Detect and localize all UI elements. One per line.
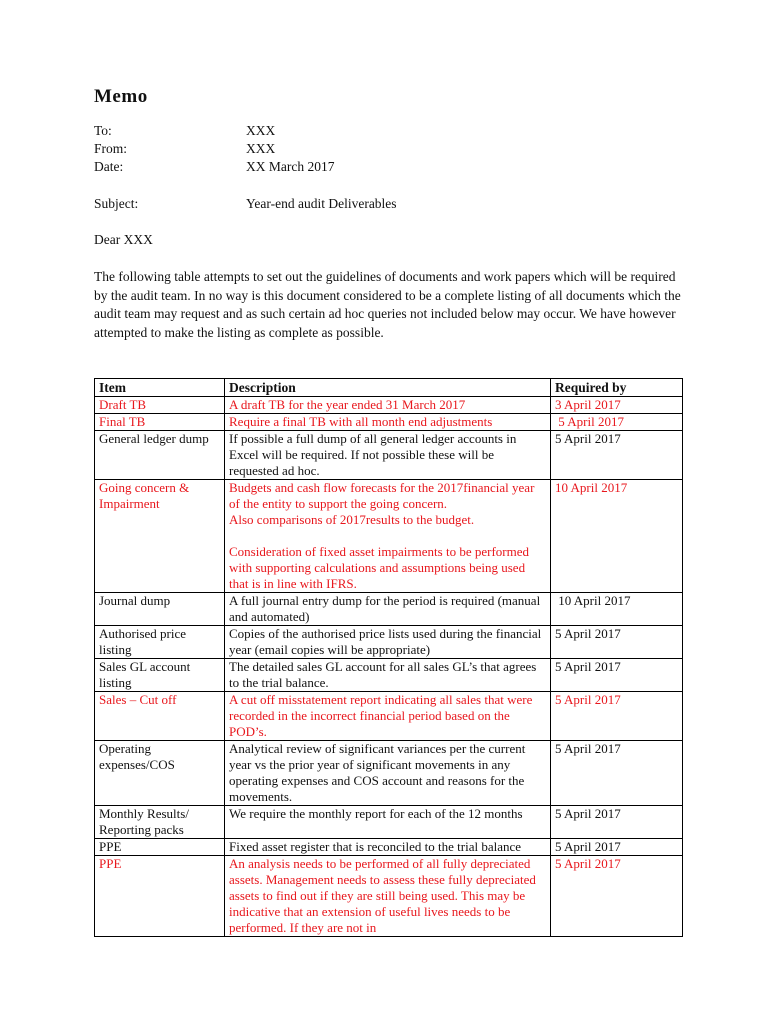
description-cell: If possible a full dump of all general ledger accounts in Excel will be required. If not possible these will be requested ad hoc. bbox=[225, 431, 551, 480]
table-row bbox=[95, 741, 683, 806]
table-row bbox=[95, 839, 683, 856]
description-text: Consideration of fixed asset impairments to be performed with supporting calculations and assumptions being used that is in line with IFRS. bbox=[229, 544, 530, 591]
required-by-cell: 3 April 2017 bbox=[551, 397, 683, 414]
required-by-cell: 5 April 2017 bbox=[551, 741, 683, 806]
item-cell: Authorised price listing bbox=[95, 626, 225, 659]
description-cell: An analysis needs to be performed of all fully depreciated assets. Management needs to assess these fully depreciated assets to find out if they are still being used. This may be indicative that an extension of useful lives needs to be performed. If they are not in bbox=[225, 856, 551, 937]
deliverables-table bbox=[94, 378, 683, 937]
table-row bbox=[95, 856, 683, 937]
table-row bbox=[95, 659, 683, 692]
item-cell: Going concern & Impairment bbox=[95, 480, 225, 593]
column-header-description: Description bbox=[225, 379, 551, 397]
item-cell: Draft TB bbox=[95, 397, 225, 414]
table-row bbox=[95, 806, 683, 839]
item-cell: Operating expenses/COS bbox=[95, 741, 225, 806]
table-row bbox=[95, 593, 683, 626]
item-cell: PPE bbox=[95, 856, 225, 937]
item-cell: Journal dump bbox=[95, 593, 225, 626]
required-by-cell: 10 April 2017 bbox=[551, 480, 683, 593]
memo-title: Memo bbox=[94, 86, 148, 107]
table-header-row bbox=[95, 379, 683, 397]
description-cell bbox=[225, 480, 551, 593]
memo-header bbox=[94, 122, 684, 213]
table-row bbox=[95, 431, 683, 480]
description-text: Budgets and cash flow forecasts for the 2017financial year of the entity to support the going concern. bbox=[229, 480, 535, 511]
required-by-cell: 10 April 2017 bbox=[551, 593, 683, 626]
required-by-cell: 5 April 2017 bbox=[551, 659, 683, 692]
description-cell: The detailed sales GL account for all sales GL’s that agrees to the trial balance. bbox=[225, 659, 551, 692]
required-by-cell: 5 April 2017 bbox=[551, 856, 683, 937]
item-cell: PPE bbox=[95, 839, 225, 856]
table-row bbox=[95, 692, 683, 741]
header-date bbox=[94, 158, 684, 176]
required-by-cell: 5 April 2017 bbox=[551, 431, 683, 480]
item-cell: Sales – Cut off bbox=[95, 692, 225, 741]
greeting: Dear XXX bbox=[94, 232, 153, 247]
header-value: XXX bbox=[246, 141, 276, 156]
header-value: XX March 2017 bbox=[246, 159, 335, 174]
required-by-cell: 5 April 2017 bbox=[551, 806, 683, 839]
description-cell: Fixed asset register that is reconciled to the trial balance bbox=[225, 839, 551, 856]
description-text: Also comparisons of 2017results to the budget. bbox=[229, 512, 475, 527]
item-cell: Sales GL account listing bbox=[95, 659, 225, 692]
description-cell: A cut off misstatement report indicating all sales that were recorded in the incorrect financial period based on the POD’s. bbox=[225, 692, 551, 741]
description-cell: We require the monthly report for each of the 12 months bbox=[225, 806, 551, 839]
description-cell: Analytical review of significant variances per the current year vs the prior year of significant movements in any operating expenses and COS account and reasons for the movements. bbox=[225, 741, 551, 806]
header-label: To: bbox=[94, 123, 112, 138]
header-label: Date: bbox=[94, 159, 124, 174]
column-header-item: Item bbox=[95, 379, 225, 397]
required-by-cell: 5 April 2017 bbox=[551, 626, 683, 659]
required-by-cell: 5 April 2017 bbox=[551, 839, 683, 856]
description-cell: A full journal entry dump for the period is required (manual and automated) bbox=[225, 593, 551, 626]
description-cell: Require a final TB with all month end adjustments bbox=[225, 414, 551, 431]
header-label: Subject: bbox=[94, 196, 139, 211]
header-subject bbox=[94, 195, 684, 213]
description-cell: Copies of the authorised price lists used during the financial year (email copies will be appropriate) bbox=[225, 626, 551, 659]
required-by-cell: 5 April 2017 bbox=[551, 692, 683, 741]
header-value: Year-end audit Deliverables bbox=[246, 196, 397, 211]
header-to bbox=[94, 122, 684, 140]
table-row bbox=[95, 397, 683, 414]
intro-paragraph: The following table attempts to set out the guidelines of documents and work papers which will be required by the audit team. In no way is this document considered to be a complete listing of all documents which the audit team may request and as such certain ad hoc queries not included below may occur. We have however attempted to make the listing as complete as possible. bbox=[94, 269, 681, 340]
table-row bbox=[95, 626, 683, 659]
description-cell: A draft TB for the year ended 31 March 2017 bbox=[225, 397, 551, 414]
header-from bbox=[94, 140, 684, 158]
header-label: From: bbox=[94, 141, 128, 156]
table-row bbox=[95, 414, 683, 431]
item-cell: General ledger dump bbox=[95, 431, 225, 480]
item-cell: Final TB bbox=[95, 414, 225, 431]
table-row bbox=[95, 480, 683, 593]
header-value: XXX bbox=[246, 123, 276, 138]
required-by-cell: 5 April 2017 bbox=[551, 414, 683, 431]
column-header-required-by: Required by bbox=[551, 379, 683, 397]
item-cell: Monthly Results/ Reporting packs bbox=[95, 806, 225, 839]
